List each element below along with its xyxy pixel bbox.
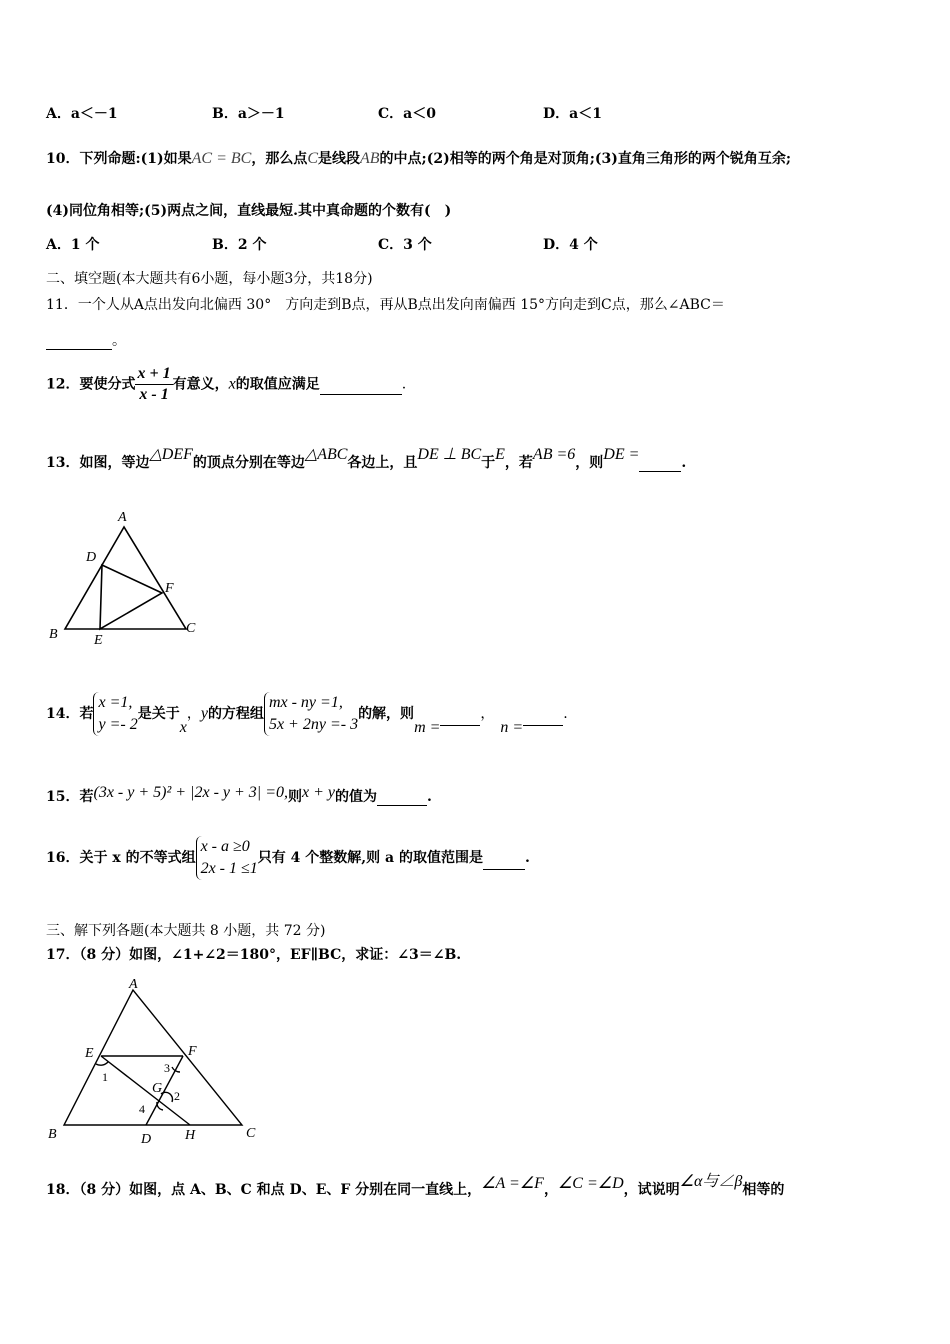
q11-answer-blank[interactable] [46,333,112,350]
figure-17 [40,972,270,1152]
q14-sep: ， [480,706,495,722]
q12-fraction [135,364,172,405]
q13-mid2: 各边上，且 [347,455,418,471]
q12-denominator: x - 1 [139,386,169,403]
q10-option-c: C．3 个 [378,237,432,253]
q15-expression: (3x - y + 5)² + |2x - y + 3| =0, [93,784,288,801]
q13-answer-blank[interactable] [639,455,681,472]
q13-mid5: ，则 [575,455,604,471]
question-10-line2: (4)同位角相等;(5)两点之间，直线最短.其中真命题的个数有( ) [46,203,452,219]
q13-end: . [681,455,687,471]
q16-answer-blank[interactable] [483,847,525,870]
q14-n-eq: n = [500,719,524,736]
fig17-label-b: B [48,1127,57,1142]
q14-comma: ， [186,706,201,722]
q10-point-c: C [307,150,318,167]
q18-sep: ， [543,1182,558,1198]
q10-option-b: B．2 个 [212,237,267,253]
fig17-label-f: F [188,1044,197,1059]
q18-alpha-beta: ∠α与∠β [679,1173,743,1190]
q13-de-eq: DE = [603,446,640,463]
q15-end: . [426,789,432,805]
q13-ab-eq: AB =6 [532,446,576,463]
question-12 [46,364,406,405]
question-10-line1 [46,148,791,168]
q15-suffix: 的值为 [334,789,377,805]
question-17: 17．（8 分）如图，∠1+∠2＝180°，EF∥BC，求证：∠3＝∠B. [46,947,462,963]
question-13 [46,446,687,472]
q14-var-y: y [200,705,208,722]
fig17-label-2: 2 [174,1089,180,1103]
q10-option-d: D．4 个 [543,237,598,253]
q18-suffix: 相等的 [742,1182,785,1198]
fig17-label-e: E [85,1046,94,1061]
q14-end: . [563,706,568,722]
question-15 [46,786,432,806]
q9-option-b: B．a＞－1 [212,106,285,122]
fig17-label-3: 3 [164,1061,170,1075]
q9-option-d: D．a＜1 [543,106,602,122]
q18-prefix: 18．（8 分）如图，点 A、B、C 和点 D、E、F 分别在同一直线上， [46,1182,482,1198]
q13-prefix: 13．如图，等边 [46,455,150,471]
q14-sys1-line2: y =- 2 [98,716,138,733]
q14-mid3: 的解，则 [358,706,415,722]
q12-prefix: 12．要使分式 [46,376,136,393]
fig13-label-a: A [118,510,127,525]
q14-m-blank[interactable] [440,703,480,726]
q14-sys2-line2: 5x + 2ny =- 3 [268,716,359,733]
fig17-label-c: C [246,1126,256,1141]
q12-answer-blank[interactable] [320,374,402,395]
q14-mid1: 是关于 [137,706,180,722]
fig17-label-h: H [185,1128,196,1143]
q18-angle-a-eq-f: ∠A =∠F [481,1175,544,1192]
question-11-answer [46,330,126,350]
fig13-label-d: D [86,550,97,565]
q13-mid4: ，若 [504,455,533,471]
figure-13 [40,505,210,650]
q16-end: . [524,850,530,866]
q13-mid3: 于 [481,455,496,471]
q9-option-a: A．a＜－1 [46,106,118,122]
q10-prefix: 10．下列命题:(1)如果 [46,151,192,167]
q10-option-a: A．1 个 [46,237,100,253]
q18-angle-c-eq-d: ∠C =∠D [557,1175,624,1192]
fig17-label-4: 4 [139,1102,145,1116]
q10-seg-ab: AB [360,150,380,167]
q16-sys-line1: x - a ≥0 [200,838,250,855]
q12-mid: 有意义， [172,376,229,393]
q16-sys-line2: 2x - 1 ≤1 [200,860,258,877]
q15-x-plus-y: x + y [301,784,335,801]
fig13-label-f: F [165,581,174,596]
fig13-label-b: B [49,627,58,642]
q9-option-c: C．a＜0 [378,106,436,122]
q13-point-e: E [495,446,505,463]
q18-mid: ，试说明 [623,1182,680,1198]
q13-triangle-abc: △ABC [304,446,348,463]
q14-system-2 [264,692,358,736]
q11-end: 。 [112,333,126,349]
q10-mid3: 的中点;(2)相等的两个角是对顶角;(3)直角三角形的两个锐角互余; [379,151,792,167]
fig13-label-c: C [186,621,196,636]
q15-answer-blank[interactable] [377,789,427,806]
q14-system-1 [93,692,137,736]
q12-numerator: x + 1 [135,364,172,385]
q12-suffix: 的取值应满足 [235,376,320,393]
q16-prefix: 16．关于 x 的不等式组 [46,850,196,866]
question-11: 11．一个人从A点出发向北偏西 30° 方向走到B点，再从B点出发向南偏西 15°方向走到C点，那么∠ABC＝ [46,297,725,313]
fig13-label-e: E [94,633,103,648]
q14-sys2-line1: mx - ny =1, [268,694,343,711]
fig17-label-1: 1 [102,1070,108,1084]
fig17-label-d: D [141,1132,152,1147]
q14-var-x: x [179,719,187,736]
q13-triangle-def: △DEF [149,446,193,463]
q13-perp: DE ⊥ BC [417,446,482,463]
question-16 [46,836,530,880]
q13-mid1: 的顶点分别在等边 [192,455,305,471]
fig17-angle1-arc [96,1062,108,1065]
q12-var-x: x [228,375,236,393]
q12-end: . [401,376,407,393]
q14-prefix: 14．若 [46,706,94,722]
question-18 [46,1173,785,1199]
q14-m-eq: m = [414,719,441,736]
q16-suffix: 只有 4 个整数解,则 a 的取值范围是 [257,850,483,866]
q15-prefix: 15．若 [46,789,94,805]
fig17-label-a: A [129,977,138,992]
q10-mid2: 是线段 [318,151,360,167]
q15-mid: 则 [287,789,302,805]
question-14 [46,692,568,739]
q14-mid2: 的方程组 [207,706,264,722]
section-3-heading: 三、解下列各题(本大题共 8 小题，共 72 分) [46,923,326,939]
q10-expr-ac-bc: AC = BC [191,150,252,167]
q14-sys1-line1: x =1, [98,694,133,711]
fig17-label-g: G [152,1081,163,1096]
section-2-heading: 二、填空题(本大题共有6小题，每小题3分，共18分) [46,271,373,287]
q10-mid1: ，那么点 [251,151,308,167]
q16-system [196,836,258,880]
q14-n-blank[interactable] [523,703,563,726]
